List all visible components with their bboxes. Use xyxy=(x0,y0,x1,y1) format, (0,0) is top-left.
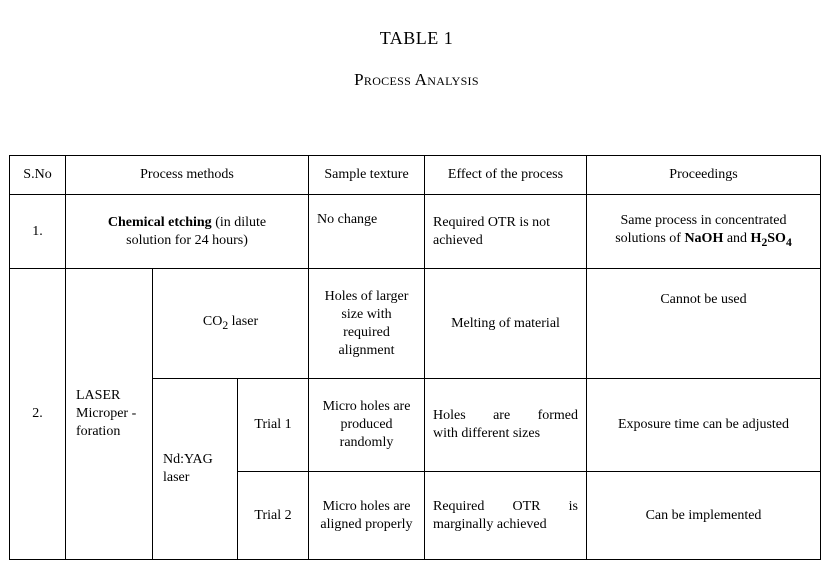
header-sample-texture: Sample texture xyxy=(309,156,425,195)
trial2-effect: Required OTR is marginally achieved xyxy=(425,472,587,560)
header-effect: Effect of the process xyxy=(425,156,587,195)
row1-effect: Required OTR is not achieved xyxy=(425,195,587,269)
table-row-2-co2 xyxy=(10,269,821,379)
row2-ndyag-laser: Nd:YAG laser xyxy=(153,379,238,560)
header-sno: S.No xyxy=(10,156,66,195)
header-row xyxy=(10,156,821,195)
header-process-methods: Process methods xyxy=(66,156,309,195)
trial2-label: Trial 2 xyxy=(238,472,309,560)
process-analysis-table xyxy=(9,155,821,560)
trial2-texture: Micro holes are aligned properly xyxy=(309,472,425,560)
table-title: TABLE 1 xyxy=(379,28,454,48)
row2-co2-laser: $CO_2$ laser xyxy=(153,269,309,379)
row1-proc-h2so4: $H_2SO_4$ xyxy=(750,230,792,249)
row1-proc-naoh: NaOH xyxy=(684,230,724,246)
trial1-label: Trial 1 xyxy=(238,379,309,472)
table-subtitle: Process Analysis xyxy=(354,70,479,89)
row2-sno: 2. xyxy=(10,269,66,560)
row1-proc-text: Same process in concentrated solutions of xyxy=(615,212,787,246)
row2-co2-proceedings: Cannot be used xyxy=(587,269,821,379)
header-proceedings: Proceedings xyxy=(587,156,821,195)
trial1-effect: Holes are formed with different sizes xyxy=(425,379,587,472)
row1-proceedings xyxy=(587,195,821,269)
trial2-proceedings: Can be implemented xyxy=(587,472,821,560)
row2-laser-label: LASER Microper -foration xyxy=(66,269,153,560)
row1-proc-and: and xyxy=(726,230,748,246)
row1-method-bold: Chemical etching xyxy=(107,214,212,230)
trial1-proceedings: Exposure time can be adjusted xyxy=(587,379,821,472)
trial1-texture: Micro holes are produced randomly xyxy=(309,379,425,472)
row1-texture: No change xyxy=(309,195,425,269)
row1-method-rest: (in dilute solution for 24 hours) xyxy=(126,214,267,248)
row1-method xyxy=(66,195,309,269)
row1-sno: 1. xyxy=(10,195,66,269)
table-row-1 xyxy=(10,195,821,269)
row2-co2-texture: Holes of larger size with required alignment xyxy=(309,269,425,379)
row2-co2-effect: Melting of material xyxy=(425,269,587,379)
